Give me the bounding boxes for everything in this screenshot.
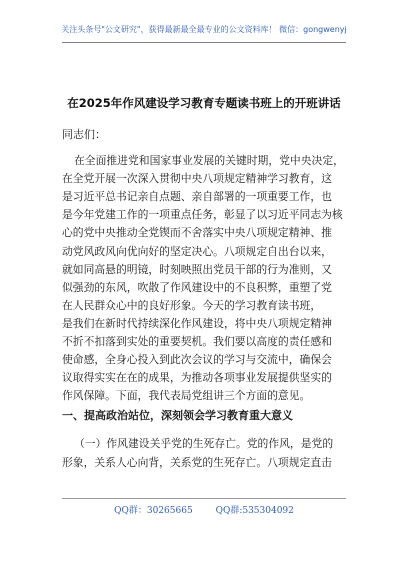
footer-contacts xyxy=(0,506,408,517)
body-line: 在人民群众心中的良好形象。今天的学习教育读书班， xyxy=(62,298,322,312)
body-line: 就如同高悬的明镜，时刻映照出党员干部的行为准则，又 xyxy=(62,262,332,276)
footer-qq-group-2: QQ群:535304092 xyxy=(215,506,294,516)
body-line: 在全面推进党和国家事业发展的关键时期，党中央决定， xyxy=(74,154,344,167)
section-heading-1: 一、提高政治站位，深刻领会学习教育重大意义 xyxy=(62,409,293,422)
header-divider xyxy=(62,42,346,43)
body-line: （一）作风建设关乎党的生死存亡。党的作风，是党的 xyxy=(74,437,334,450)
footer-divider xyxy=(62,498,346,499)
footer-qq-group-1: QQ群：30265665 xyxy=(114,506,193,516)
body-line: 作风保障。下面，我代表局党组讲三个方面的意见。 xyxy=(62,389,311,403)
body-line: 心的党中央推动全党锲而不舍落实中央八项规定精神、推 xyxy=(62,226,332,240)
body-line: 不折不扣落到实处的重要契机。我们要以高度的责任感和 xyxy=(62,335,332,348)
salutation: 同志们： xyxy=(62,128,106,141)
body-line: 是今年党建工作的一项重点任务，彰显了以习近平同志为核 xyxy=(62,208,343,222)
body-line: 在全党开展一次深入贯彻中央八项规定精神学习教育，这 xyxy=(62,172,332,186)
body-line: 形象，关系人心向背，关系党的生死存亡。八项规定直击 xyxy=(62,455,332,469)
body-line: 是习近平总书记亲自点题、亲自部署的一项重要工作，也 xyxy=(62,190,332,204)
body-line: 是我们在新时代持续深化作风建设，将中央八项规定精神 xyxy=(62,316,332,330)
body-line: 动党风政风向优向好的坚定决心。八项规定自出台以来， xyxy=(62,244,332,258)
body-line: 似强劲的东风，吹散了作风建设中的不良积弊，重塑了党 xyxy=(62,280,332,294)
header-promo-note: 关注头条号"公文研究"，获得最新最全最专业的公文资料库！ 微信：gongwenyj xyxy=(61,25,347,34)
body-line: 使命感，全身心投入到此次会议的学习与交流中，确保会 xyxy=(62,353,332,367)
document-title: 在2025年作风建设学习教育专题读书班上的开班讲话 xyxy=(67,96,341,110)
body-line: 议取得实实在在的成果，为推动各项事业发展提供坚实的 xyxy=(62,371,332,385)
